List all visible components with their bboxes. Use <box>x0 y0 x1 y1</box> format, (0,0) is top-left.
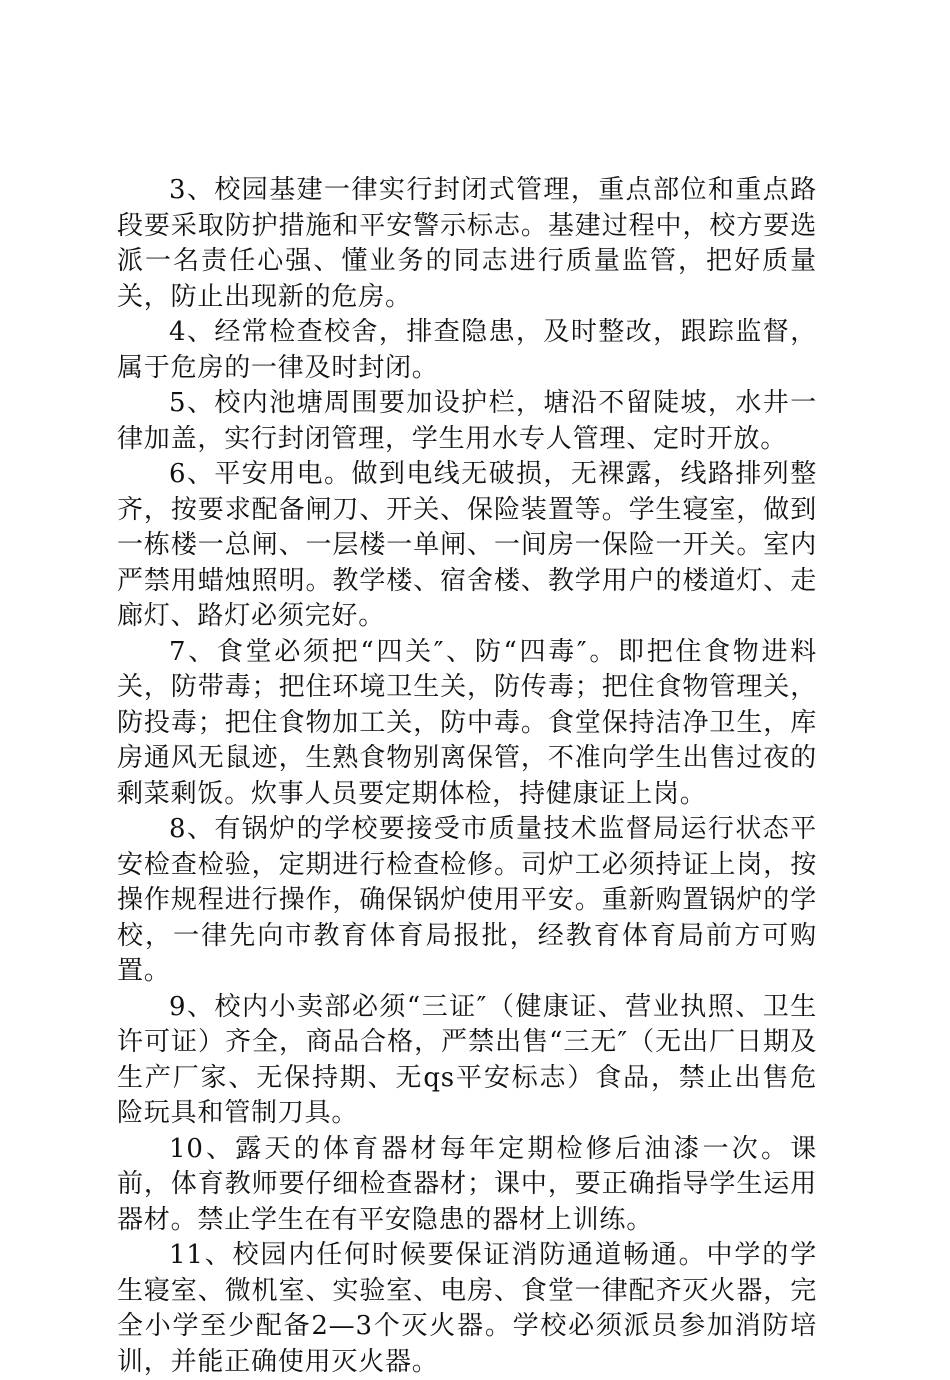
paragraph-item-11: 11、校园内任何时候要保证消防通道畅通。中学的学生寝室、微机室、实验室、电房、食堂一律配齐灭火器，完全小学至少配备2—3个灭火器。学校必须派员参加消防培训，并能正确使用灭火器。 <box>117 1240 817 1377</box>
paragraph-item-3: 3、校园基建一律实行封闭式管理，重点部位和重点路段要采取防护措施和平安警示标志。基建过程中，校方要选派一名责任心强、懂业务的同志进行质量监管，把好质量关，防止出现新的危房。 <box>117 175 817 312</box>
paragraph-item-10: 10、露天的体育器材每年定期检修后油漆一次。课前，体育教师要仔细检查器材；课中，要正确指导学生运用器材。禁止学生在有平安隐患的器材上训练。 <box>117 1133 817 1235</box>
document-body <box>117 173 817 1380</box>
paragraph-item-4: 4、经常检查校舍，排查隐患，及时整改，跟踪监督，属于危房的一律及时封闭。 <box>117 317 817 383</box>
paragraph-item-9: 9、校内小卖部必须“三证″（健康证、营业执照、卫生许可证）齐全，商品合格，严禁出售“三无″（无出厂日期及生产厂家、无保持期、无qs平安标志）食品，禁止出售危险玩具和管制刀具。 <box>117 991 817 1128</box>
paragraph-item-5: 5、校内池塘周围要加设护栏，塘沿不留陡坡，水井一律加盖，实行封闭管理，学生用水专人管理、定时开放。 <box>117 388 817 454</box>
paragraph-item-6: 6、平安用电。做到电线无破损，无裸露，线路排列整齐，按要求配备闸刀、开关、保险装置等。学生寝室，做到一栋楼一总闸、一层楼一单闸、一间房一保险一开关。室内严禁用蜡烛照明。教学楼、宿舍楼、教学用户的楼道灯、走廊灯、路灯必须完好。 <box>117 459 817 631</box>
paragraph-item-7: 7、食堂必须把“四关″、防“四毒″。即把住食物进料关，防带毒；把住环境卫生关，防传毒；把住食物管理关，防投毒；把住食物加工关，防中毒。食堂保持洁净卫生，库房通风无鼠迹，生熟食物别离保管，不准向学生出售过夜的剩菜剩饭。炊事人员要定期体检，持健康证上岗。 <box>117 636 817 809</box>
paragraph-item-8: 8、有锅炉的学校要接受市质量技术监督局运行状态平安检查检验，定期进行检查检修。司炉工必须持证上岗，按操作规程进行操作，确保锅炉使用平安。重新购置锅炉的学校，一律先向市教育体育局报批，经教育体育局前方可购置。 <box>117 814 817 986</box>
